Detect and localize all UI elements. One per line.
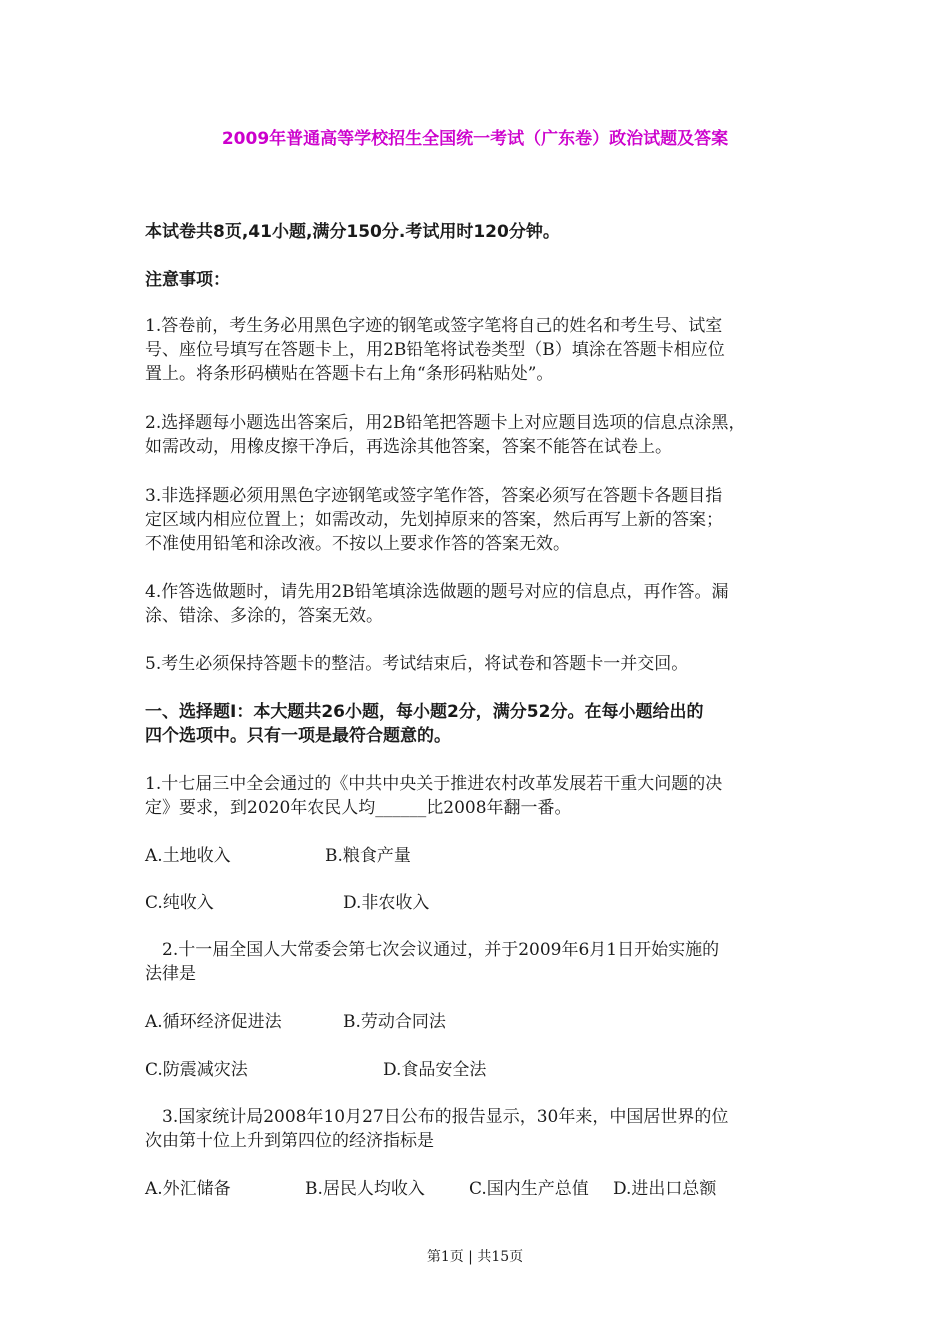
notice-3 [145, 484, 825, 556]
page-footer: 第1页 | 共15页 [426, 1249, 524, 1265]
question-line: 法律是 [145, 964, 196, 984]
notice-line: 4.作答选做题时，请先用2B铅笔填涂选做题的题号对应的信息点，再作答。漏 [145, 582, 729, 602]
notice-line: 号、座位号填写在答题卡上，用2B铅笔将试卷类型（B）填涂在答题卡相应位 [145, 340, 725, 360]
section-line: 一、选择题Ⅰ：本大题共26小题，每小题2分，满分52分。在每小题给出的 [145, 702, 704, 722]
q2-option-b: B.劳动合同法 [343, 1012, 446, 1032]
notice-5 [145, 652, 825, 676]
section-heading [145, 700, 825, 748]
q1-option-d: D.非农收入 [343, 893, 430, 913]
q2-option-c: C.防震减灾法 [145, 1060, 248, 1080]
notice-line: 5.考生必须保持答题卡的整洁。考试结束后，将试卷和答题卡一并交回。 [145, 654, 689, 674]
notice-line: 2.选择题每小题选出答案后，用2B铅笔把答题卡上对应题目选项的信息点涂黑， [145, 413, 746, 433]
section-line: 四个选项中。只有一项是最符合题意的。 [145, 726, 451, 746]
notice-line: 涂、错涂、多涂的，答案无效。 [145, 606, 383, 626]
notice-line: 定区域内相应位置上；如需改动，先划掉原来的答案，然后再写上新的答案； [145, 510, 723, 530]
q3-option-b: B.居民人均收入 [305, 1179, 425, 1199]
q3-option-a: A.外汇储备 [145, 1179, 231, 1199]
q2-option-d: D.食品安全法 [383, 1060, 487, 1080]
question-2 [145, 938, 825, 986]
notice-line: 如需改动，用橡皮擦干净后，再选涂其他答案，答案不能答在试卷上。 [145, 437, 672, 457]
question-line: 定》要求，到2020年农民人均______比2008年翻一番。 [145, 798, 572, 818]
notice-line: 1.答卷前，考生务必用黑色字迹的钢笔或签字笔将自己的姓名和考生号、试室 [145, 316, 723, 336]
document-title: 2009年普通高等学校招生全国统一考试（广东卷）政治试题及答案 [221, 129, 729, 149]
question-line: 1.十七届三中全会通过的《中共中央关于推进农村改革发展若干重大问题的决 [145, 774, 723, 794]
notice-line: 3.非选择题必须用黑色字迹钢笔或签字笔作答，答案必须写在答题卡各题目指 [145, 486, 723, 506]
notice-1 [145, 314, 825, 386]
exam-intro: 本试卷共8页,41小题,满分150分.考试用时120分钟。 [145, 222, 560, 242]
notice-2 [145, 411, 825, 459]
q3-option-d: D.进出口总额 [613, 1179, 717, 1199]
question-line: 次由第十位上升到第四位的经济指标是 [145, 1131, 434, 1151]
notice-4 [145, 580, 825, 628]
notice-heading: 注意事项： [145, 270, 230, 290]
question-3 [145, 1105, 825, 1153]
q3-option-c: C.国内生产总值 [469, 1179, 589, 1199]
q1-option-b: B.粮食产量 [325, 846, 411, 866]
notice-line: 不准使用铅笔和涂改液。不按以上要求作答的答案无效。 [145, 534, 570, 554]
q2-option-a: A.循环经济促进法 [145, 1012, 282, 1032]
notice-line: 置上。将条形码横贴在答题卡右上角“条形码粘贴处”。 [145, 364, 554, 384]
question-line: 3.国家统计局2008年10月27日公布的报告显示，30年来，中国居世界的位 [162, 1107, 729, 1127]
question-line: 2.十一届全国人大常委会第七次会议通过，并于2009年6月1日开始实施的 [162, 940, 720, 960]
question-1 [145, 772, 825, 820]
q1-option-c: C.纯收入 [145, 893, 214, 913]
q1-option-a: A.土地收入 [145, 846, 231, 866]
